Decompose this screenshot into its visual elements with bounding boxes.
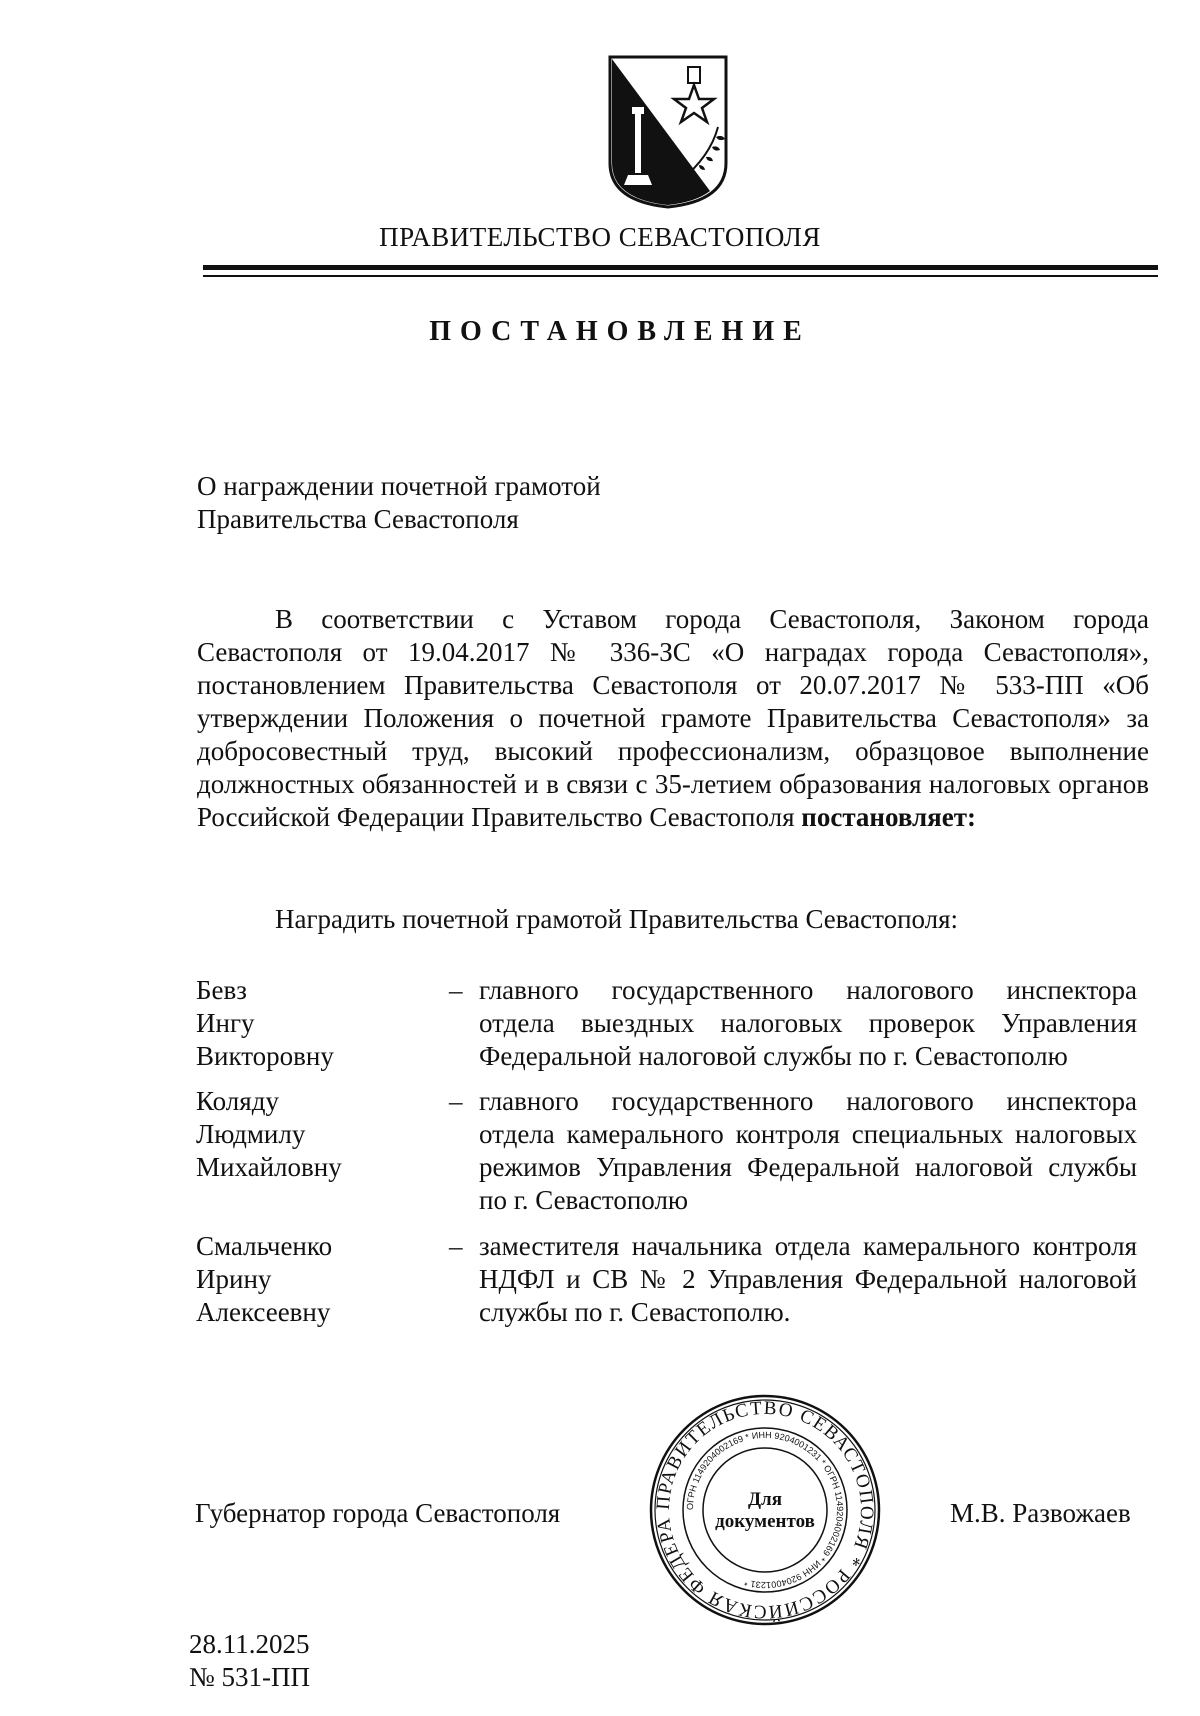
seal-center-line-2: документов xyxy=(715,1511,815,1532)
awardee-patronymic: Алексеевну xyxy=(196,1297,331,1327)
awardee-surname: Коляду xyxy=(196,1086,279,1116)
preamble-text: В соответствии с Уставом города Севастополя, Законом города Севастополя от 19.04.2017 № 336-ЗС «О наградах города Севастополя», постановлением Правительства Севастополя от 20.07.2017 № 533-ПП «Об утверждении Положения о почетной грамоте Правительства Севастополя» за добросовестный труд, высокий профессионализм, образцовое выполнение должностных обязанностей и в связи с 35-летием образования налоговых органов Российской Федерации Правительство Севастополя xyxy=(197,604,1149,832)
seal-inner-text: ОГРН 1149204002169 * ИНН 9204001231 * ОГРН 1149204002169 * ИНН 9204001231 * xyxy=(684,1429,846,1591)
award-intro: Наградить почетной грамотой Правительства Севастополя: xyxy=(275,904,959,934)
awardee-position: главного государственного налогового инспектора отдела камерального контроля специальных налоговых режимов Управления Федеральной налоговой службы по г. Севастополю xyxy=(479,1086,1137,1215)
signatory-title: Губернатор города Севастополя xyxy=(195,1498,561,1528)
awardee-first-name: Людмилу xyxy=(196,1119,306,1149)
awardee-patronymic: Михайловну xyxy=(196,1152,342,1182)
document-date: 28.11.2025 xyxy=(189,1629,310,1659)
header-rule-thick xyxy=(203,265,1158,270)
awardee-name xyxy=(196,974,334,1073)
signatory-name: М.В. Развожаев xyxy=(950,1498,1131,1528)
awardee-surname: Бевз xyxy=(196,975,247,1005)
subject-line-2: Правительства Севастополя xyxy=(197,504,519,534)
awardee-position: заместителя начальника отдела камерального контроля НДФЛ и СВ № 2 Управления Федеральной налоговой службы по г. Севастополю. xyxy=(479,1231,1137,1327)
awardee-surname: Смальченко xyxy=(196,1231,333,1261)
awardee-dash: – xyxy=(449,975,463,1005)
header-rule-thin xyxy=(203,275,1158,277)
official-seal-stamp xyxy=(648,1393,882,1627)
awardee-name xyxy=(196,1085,342,1184)
awardee-first-name: Ингу xyxy=(196,1008,255,1038)
document-number: № 531-ПП xyxy=(189,1662,310,1692)
subject-line-1: О награждении почетной грамотой xyxy=(197,471,601,501)
awardee-position: главного государственного налогового инспектора отдела выездных налоговых проверок Управления Федеральной налоговой службы по г. Севастополю xyxy=(479,975,1137,1071)
document-type-title: ПОСТАНОВЛЕНИЕ xyxy=(429,316,811,347)
organization-header: ПРАВИТЕЛЬСТВО СЕВАСТОПОЛЯ xyxy=(379,222,821,252)
awardee-name xyxy=(196,1230,332,1329)
coat-of-arms-emblem xyxy=(606,53,730,211)
document-subject xyxy=(197,470,601,536)
awardee-dash: – xyxy=(449,1231,463,1261)
preamble-emphasis: постановляет: xyxy=(801,802,977,832)
awardee-patronymic: Викторовну xyxy=(196,1041,334,1071)
seal-outer-text: ПРАВИТЕЛЬСТВО СЕВАСТОПОЛЯ * РОССИЙСКАЯ ФЕДЕРА xyxy=(652,1397,878,1623)
awardee-dash: – xyxy=(449,1086,463,1116)
preamble-paragraph xyxy=(197,603,1149,834)
seal-center-line-1: Для xyxy=(747,1489,783,1510)
awardee-first-name: Ирину xyxy=(196,1264,272,1294)
